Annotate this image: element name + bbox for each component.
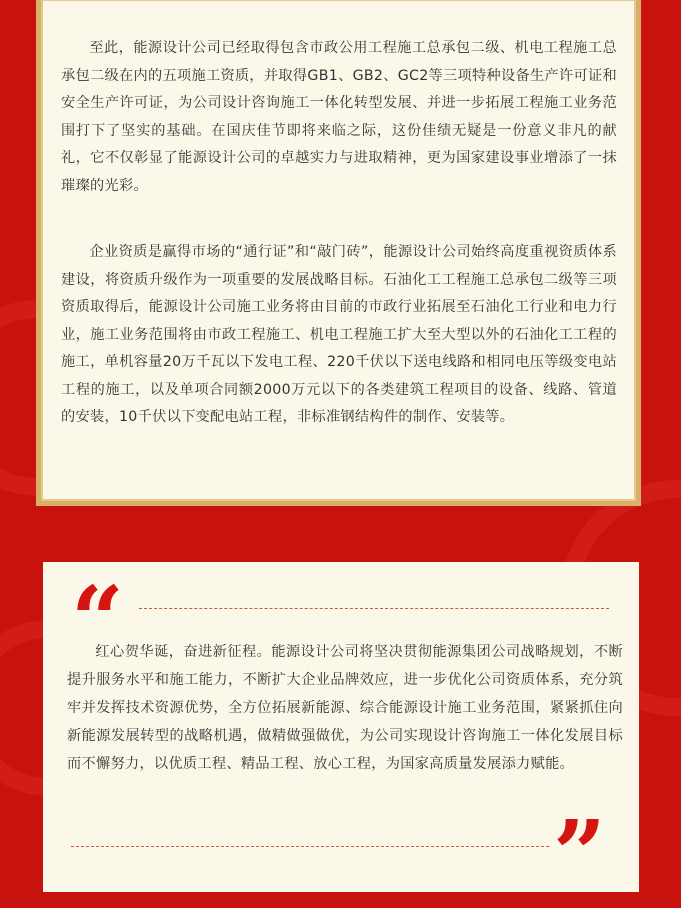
- bottom-dashed-divider: [71, 846, 549, 847]
- article-paragraph-1: 至此，能源设计公司已经取得包含市政公用工程施工总承包二级、机电工程施工总承包二级在内的五项施工资质，并取得GB1、GB2、GC2等三项特种设备生产许可证和安全生产许可证，为公司设计咨询施工一体化转型发展、并进一步拓展工程施工业务范围打下了坚实的基础。在国庆佳节即将来临之际，这份佳绩无疑是一份意义非凡的献礼，它不仅彰显了能源设计公司的卓越实力与进取精神，更为国家建设事业增添了一抹璀璨的光彩。: [61, 40, 617, 194]
- close-quote-icon: ”: [553, 800, 606, 908]
- article-paragraph-2: 企业资质是赢得市场的“通行证”和“敲门砖”，能源设计公司始终高度重视资质体系建设，将资质升级作为一项重要的发展战略目标。石油化工工程施工总承包二级等三项资质取得后，能源设计公司施工业务将由目前的市政行业拓展至石油化工行业和电力行业，施工业务范围将由市政工程施工、机电工程施工扩大至大型以外的石油化工工程的施工，单机容量20万千瓦以下发电工程、220千伏以下送电线路和相同电压等级变电站工程的施工，以及单项合同额2000万元以下的各类建筑工程项目的设备、线路、管道的安装，10千伏以下变配电站工程，非标准钢结构件的制作、安装等。: [61, 244, 617, 425]
- quote-card: [43, 562, 639, 908]
- quote-text: 红心贺华诞，奋进新征程。能源设计公司将坚决贯彻能源集团公司战略规划，不断提升服务水平和施工能力，不断扩大企业品牌效应，进一步优化公司资质体系，充分筑牢并发挥技术资源优势，全方位拓展新能源、综合能源设计施工业务范围，紧紧抓住向新能源发展转型的战略机遇，做精做强做优，为公司实现设计咨询施工一体化发展目标而不懈努力，以优质工程、精品工程、放心工程，为国家高质量发展添力赋能。: [67, 644, 623, 772]
- top-dashed-divider: [139, 608, 609, 609]
- article-card: [36, 0, 641, 506]
- open-quote-icon: “: [71, 566, 124, 674]
